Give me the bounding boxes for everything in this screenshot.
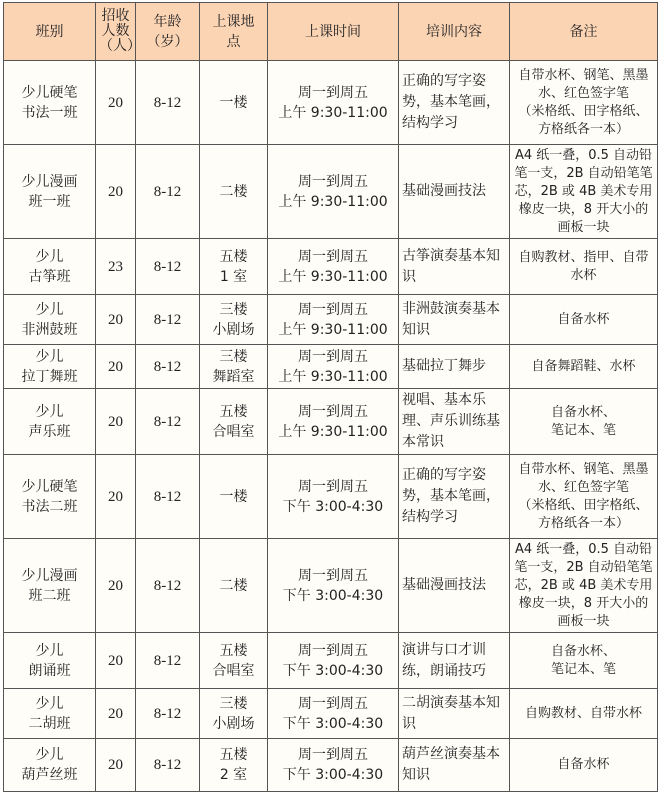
location-cell: 五楼 2 室 (200, 739, 268, 792)
enrollment-cell: 20 (96, 689, 136, 739)
enrollment-cell: 20 (96, 455, 136, 539)
enrollment-cell: 20 (96, 145, 136, 239)
schedule-time-cell: 周一到周五 下午 3:00-4:30 (268, 539, 399, 633)
age-cell: 8-12 (136, 633, 200, 689)
age-cell: 8-12 (136, 61, 200, 145)
age-cell: 8-12 (136, 739, 200, 792)
schedule-time-cell: 周一到周五 下午 3:00-4:30 (268, 739, 399, 792)
class-schedule-table (3, 2, 658, 792)
table-row (4, 539, 658, 633)
enrollment-cell: 20 (96, 295, 136, 345)
schedule-time-cell: 周一到周五 下午 3:00-4:30 (268, 689, 399, 739)
table-row (4, 633, 658, 689)
location-cell: 二楼 (200, 539, 268, 633)
table-row (4, 295, 658, 345)
training-content-cell: 古筝演奏基本知识 (399, 239, 510, 295)
age-cell: 8-12 (136, 239, 200, 295)
table-row (4, 739, 658, 792)
training-content-cell: 基础拉丁舞步 (399, 345, 510, 389)
notes-cell: A4 纸一叠，0.5 自动铅笔一支，2B 自动铅笔笔芯，2B 或 4B 美术专用橡皮一块，8 开大小的画板一块 (510, 539, 658, 633)
schedule-time-cell: 周一到周五 下午 3:00-4:30 (268, 455, 399, 539)
table-body (4, 61, 658, 792)
class-name-cell: 少儿硬笔 书法二班 (4, 455, 96, 539)
training-content-cell: 非洲鼓演奏基本知识 (399, 295, 510, 345)
location-cell: 五楼 合唱室 (200, 389, 268, 455)
age-cell: 8-12 (136, 539, 200, 633)
header-location: 上课地 点 (200, 3, 268, 61)
training-content-cell: 基础漫画技法 (399, 539, 510, 633)
enrollment-cell: 20 (96, 633, 136, 689)
enrollment-cell: 20 (96, 61, 136, 145)
class-name-cell: 少儿 声乐班 (4, 389, 96, 455)
table-row (4, 61, 658, 145)
schedule-time-cell: 周一到周五 上午 9:30-11:00 (268, 61, 399, 145)
notes-cell: 自备舞蹈鞋、水杯 (510, 345, 658, 389)
header-time: 上课时间 (268, 3, 399, 61)
header-class: 班别 (4, 3, 96, 61)
header-notes: 备注 (510, 3, 658, 61)
training-content-cell: 葫芦丝演奏基本知识 (399, 739, 510, 792)
age-cell: 8-12 (136, 295, 200, 345)
enrollment-cell: 20 (96, 389, 136, 455)
class-name-cell: 少儿 拉丁舞班 (4, 345, 96, 389)
schedule-time-cell: 周一到周五 下午 3:00-4:30 (268, 633, 399, 689)
schedule-time-cell: 周一到周五 上午 9:30-11:00 (268, 239, 399, 295)
header-content: 培训内容 (399, 3, 510, 61)
notes-cell: 自购教材、自带水杯 (510, 689, 658, 739)
notes-cell: 自购教材、指甲、自带水杯 (510, 239, 658, 295)
training-content-cell: 演讲与口才训练，朗诵技巧 (399, 633, 510, 689)
class-name-cell: 少儿 古筝班 (4, 239, 96, 295)
enrollment-cell: 20 (96, 739, 136, 792)
table-row (4, 345, 658, 389)
header-age: 年龄 （岁） (136, 3, 200, 61)
header-enrollment: 招收 人数 （人） (96, 3, 136, 61)
notes-cell: 自备水杯、 笔记本、笔 (510, 633, 658, 689)
header-row (4, 3, 658, 61)
location-cell: 三楼 小剧场 (200, 689, 268, 739)
schedule-time-cell: 周一到周五 上午 9:30-11:00 (268, 145, 399, 239)
location-cell: 一楼 (200, 455, 268, 539)
class-name-cell: 少儿硬笔 书法一班 (4, 61, 96, 145)
class-name-cell: 少儿 葫芦丝班 (4, 739, 96, 792)
training-content-cell: 二胡演奏基本知识 (399, 689, 510, 739)
table-row (4, 239, 658, 295)
table-row (4, 389, 658, 455)
notes-cell: A4 纸一叠，0.5 自动铅笔一支，2B 自动铅笔笔芯，2B 或 4B 美术专用橡皮一块，8 开大小的画板一块 (510, 145, 658, 239)
enrollment-cell: 23 (96, 239, 136, 295)
notes-cell: 自备水杯 (510, 295, 658, 345)
location-cell: 一楼 (200, 61, 268, 145)
age-cell: 8-12 (136, 345, 200, 389)
notes-cell: 自带水杯、钢笔、黑墨水、红色签字笔 （米格纸、田字格纸、方格纸各一本） (510, 455, 658, 539)
schedule-time-cell: 周一到周五 上午 9:30-11:00 (268, 345, 399, 389)
table-row (4, 689, 658, 739)
class-name-cell: 少儿 非洲鼓班 (4, 295, 96, 345)
age-cell: 8-12 (136, 389, 200, 455)
class-name-cell: 少儿漫画 班一班 (4, 145, 96, 239)
location-cell: 五楼 合唱室 (200, 633, 268, 689)
training-content-cell: 正确的写字姿势，基本笔画，结构学习 (399, 455, 510, 539)
age-cell: 8-12 (136, 689, 200, 739)
schedule-time-cell: 周一到周五 上午 9:30-11:00 (268, 389, 399, 455)
enrollment-cell: 20 (96, 539, 136, 633)
table-row (4, 145, 658, 239)
location-cell: 五楼 1 室 (200, 239, 268, 295)
table-row (4, 455, 658, 539)
age-cell: 8-12 (136, 145, 200, 239)
class-name-cell: 少儿 二胡班 (4, 689, 96, 739)
location-cell: 三楼 舞蹈室 (200, 345, 268, 389)
enrollment-cell: 20 (96, 345, 136, 389)
notes-cell: 自备水杯、 笔记本、笔 (510, 389, 658, 455)
location-cell: 三楼 小剧场 (200, 295, 268, 345)
training-content-cell: 基础漫画技法 (399, 145, 510, 239)
class-name-cell: 少儿漫画 班二班 (4, 539, 96, 633)
location-cell: 二楼 (200, 145, 268, 239)
training-content-cell: 正确的写字姿势，基本笔画，结构学习 (399, 61, 510, 145)
notes-cell: 自带水杯、钢笔、黑墨水、红色签字笔 （米格纸、田字格纸、方格纸各一本） (510, 61, 658, 145)
notes-cell: 自备水杯 (510, 739, 658, 792)
class-name-cell: 少儿 朗诵班 (4, 633, 96, 689)
training-content-cell: 视唱、基本乐理、声乐训练基本常识 (399, 389, 510, 455)
age-cell: 8-12 (136, 455, 200, 539)
schedule-time-cell: 周一到周五 上午 9:30-11:00 (268, 295, 399, 345)
